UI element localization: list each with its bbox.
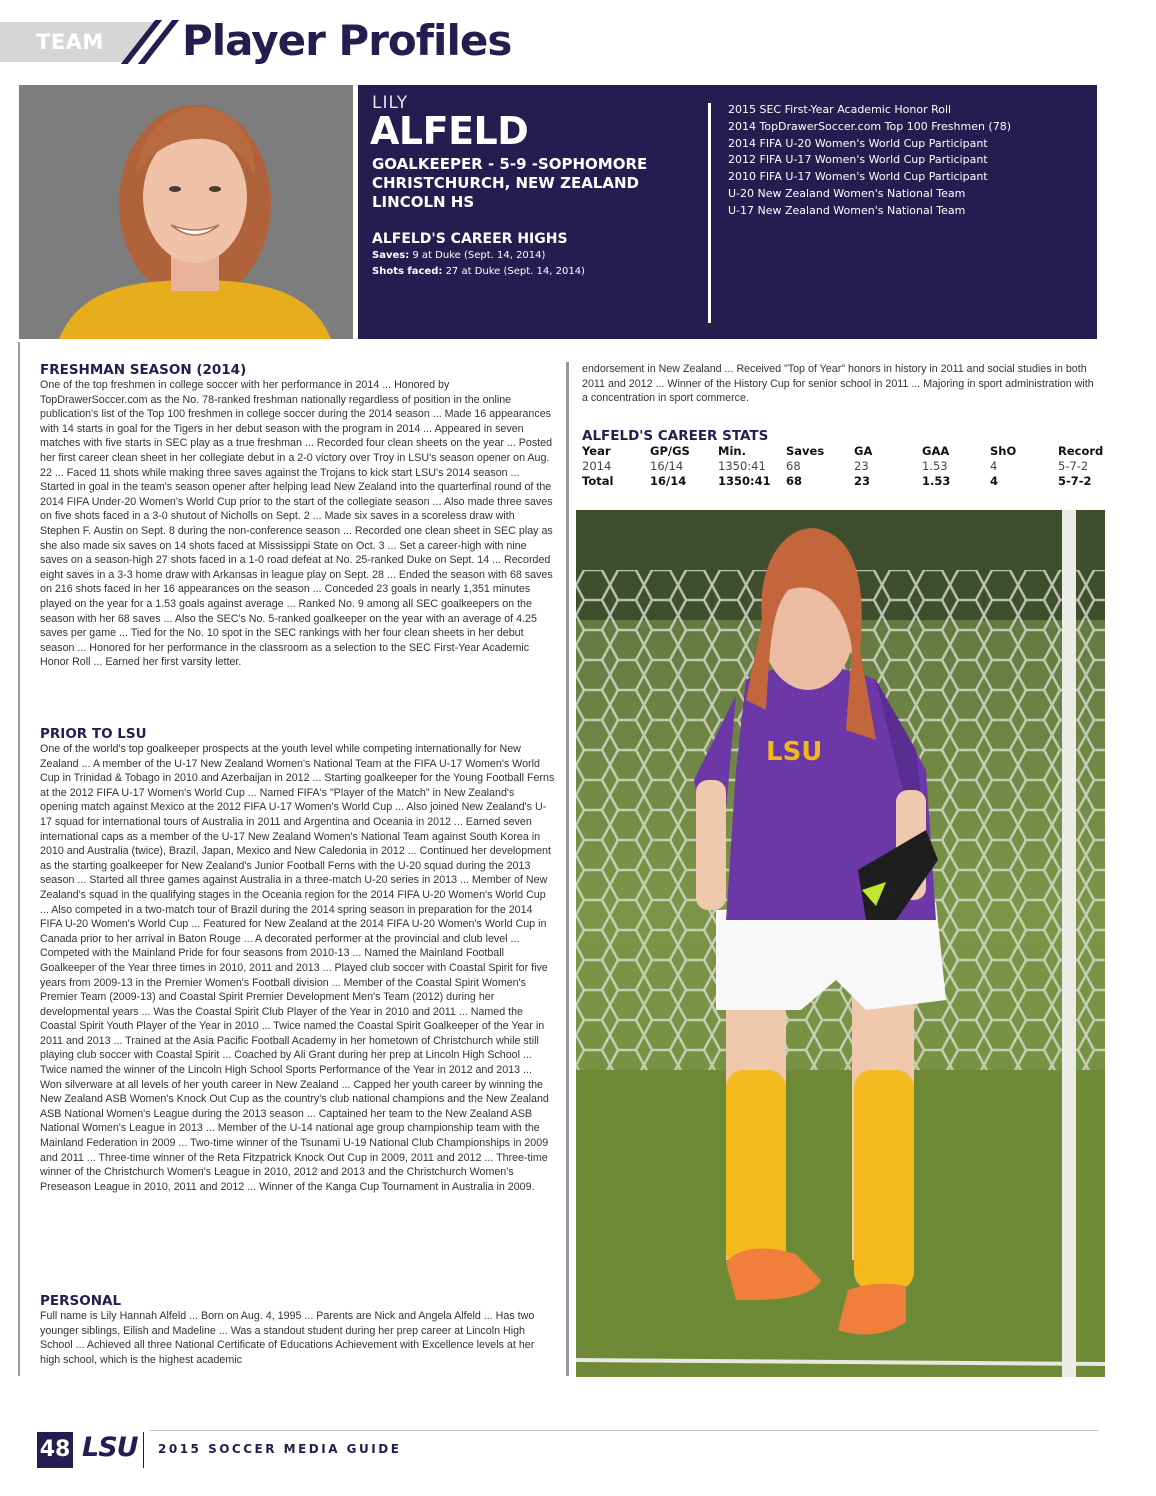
stats-cell: 2014: [582, 459, 612, 473]
career-stats-heading: ALFELD'S CAREER STATS: [582, 428, 769, 444]
stats-column-header: Record: [1058, 444, 1104, 458]
stats-cell: 5-7-2: [1058, 459, 1089, 473]
career-high-value: 9 at Duke (Sept. 14, 2014): [412, 250, 546, 261]
player-school-line: LINCOLN HS: [372, 193, 475, 211]
stats-column-header: Min.: [718, 444, 746, 458]
footer-rule: [150, 1430, 1098, 1431]
guide-title: 2015 SOCCER MEDIA GUIDE: [158, 1442, 402, 1456]
profile-panel: [358, 85, 1097, 339]
stats-row: [582, 459, 1104, 474]
honors-list: [728, 102, 1011, 220]
stats-cell: 4: [990, 459, 998, 473]
player-hometown-line: CHRISTCHURCH, NEW ZEALAND: [372, 174, 639, 192]
stats-cell: 4: [990, 474, 999, 488]
freshman-season-heading: FRESHMAN SEASON (2014): [40, 362, 247, 378]
honor-item: 2010 FIFA U-17 Women's World Cup Participant: [728, 170, 988, 184]
personal-text-continued: endorsement in New Zealand ... Received "Top of Year" honors in history in 2011 and social studies in both 2011 and 2012 ... Winner of the History Cup for senior school in 2011 ... Majoring in sport administration with a concentration in sport commerce.: [582, 363, 1094, 405]
stats-total-row: [582, 474, 1104, 489]
honor-item: U-20 New Zealand Women's National Team: [728, 186, 966, 200]
stats-cell: 1350:41: [718, 459, 766, 473]
stats-cell: 16/14: [650, 474, 687, 488]
stats-cell: 23: [854, 474, 871, 488]
stats-cell: 23: [854, 459, 869, 473]
stats-cell: 68: [786, 474, 803, 488]
honor-item: U-17 New Zealand Women's National Team: [728, 203, 966, 217]
player-position-line: GOALKEEPER - 5-9 -SOPHOMORE: [372, 155, 648, 173]
personal-heading: PERSONAL: [40, 1293, 122, 1309]
stats-cell: 68: [786, 459, 801, 473]
freshman-season-text: One of the top freshmen in college soccer with her performance in 2014 ... Honored by TopDrawerSoccer.com as the No. 78-ranked freshman nationally regardless of position in the online publication's list of the Top 100 freshmen in college soccer during the 2014 season ... Made 16 appearances with 14 starts in goal for the Tigers in her debut season with the program in 2014 ... Appeared in seven matches with five starts in SEC play as a true freshman ... Recorded four clean sheets on the year ... Posted her first career clean sheet in her collegiate debut in a 2-0 victory over Troy in LSU's season opener on Aug. 22 ... Faced 11 shots while making three saves against the Trojans to kick start LSU's 2014 season ... Started in goal in the team's season opener after helping lead New Zealand into the quarterfinal round of the 2014 FIFA Under-20 Women's World Cup prior to the start of the collegiate season ... Also made three saves on five shots faced in a 3-0 shutout of Nicholls on Sept. 2 ... Made six saves in a scoreless draw with Stephen F. Austin on Sept. 8 during the non-conference season ... Recorded one clean sheet in SEC play as she also made six saves on 14 shots faced at Mississippi State on Oct. 3 ... Set a career-high with nine saves on a season-high 27 shots faced in a 1-0 road defeat at No. 25-ranked Duke on Sept. 14 ... Recorded eight saves in a 3-3 home draw with Arkansas in league play on Sept. 28 ... Ended the season with 68 saves on 216 shots faced in her 16 appearances on the season ... Conceded 23 goals in nearly 1,351 minutes played on the year for a 1.53 goals against average ... Ranked No. 9 among all SEC goalkeepers on the season with her 68 saves ... Also the SEC's No. 5-ranked goalkeeper on the year with an average of 4.25 saves per game ... Tied for the No. 10 spot in the SEC rankings with her four clean sheets in her debut season ... Honored for her performance in the classroom as a selection to the SEC First-Year Academic Honor Roll ... Earned her first varsity letter.: [40, 379, 553, 669]
page-title: Player Profiles: [182, 16, 512, 65]
headshot-photo: [19, 85, 353, 339]
left-column-rule: [18, 342, 20, 1376]
stats-column-header: Saves: [786, 444, 825, 458]
career-high-label: Saves:: [372, 250, 410, 261]
stats-cell: Total: [582, 474, 614, 488]
honor-item: 2015 SEC First-Year Academic Honor Roll: [728, 103, 952, 116]
stats-header-row: [582, 444, 1104, 459]
stats-cell: 5-7-2: [1058, 474, 1092, 488]
footer-separator: [143, 1432, 144, 1468]
personal-text: Full name is Lily Hannah Alfeld ... Born on Aug. 4, 1995 ... Parents are Nick and Angela Alfeld ... Has two younger siblings, Eilish and Madeline ... Was a standout student during her prep career at Lincoln High School ... Achieved all three National Certificate of Educations Achievement with Excellence levels at her high school, which is the highest academic: [40, 1310, 535, 1366]
action-photo: [576, 510, 1105, 1377]
stats-cell: 1.53: [922, 474, 951, 488]
prior-to-lsu-heading: PRIOR TO LSU: [40, 726, 147, 742]
career-stats-table: [582, 444, 1104, 489]
player-first-name: LILY: [372, 93, 409, 113]
career-high-value: 27 at Duke (Sept. 14, 2014): [445, 266, 585, 277]
career-high-label: Shots faced:: [372, 266, 443, 277]
stats-cell: 1350:41: [718, 474, 771, 488]
stats-cell: 16/14: [650, 459, 684, 473]
section-label: TEAM: [36, 30, 104, 54]
stats-column-header: Year: [582, 444, 611, 458]
career-high-shots-faced: [372, 266, 585, 277]
lsu-logo: LSU: [82, 1432, 138, 1463]
stats-column-header: GP/GS: [650, 444, 690, 458]
page-number: 48: [37, 1432, 73, 1468]
honor-item: 2012 FIFA U-17 Women's World Cup Participant: [728, 153, 988, 167]
stats-column-header: ShO: [990, 444, 1017, 458]
player-last-name: ALFELD: [370, 109, 529, 153]
stats-column-header: GAA: [922, 444, 950, 458]
honor-item: 2014 FIFA U-20 Women's World Cup Participant: [728, 136, 988, 150]
honor-item: 2014 TopDrawerSoccer.com Top 100 Freshmen (78): [728, 119, 1012, 133]
stats-column-header: GA: [854, 444, 873, 458]
stats-cell: 1.53: [922, 459, 948, 473]
middle-column-rule: [566, 362, 569, 1376]
panel-divider: [708, 103, 711, 323]
career-highs-title: ALFELD'S CAREER HIGHS: [372, 231, 568, 247]
prior-to-lsu-text: One of the world's top goalkeeper prospects at the youth level while competing internationally for New Zealand ... A member of the U-17 New Zealand Women's National Team at the FIFA U-17 Women's World Cup in Trinidad & Tobago in 2010 and Azerbaijan in 2012 ... Starting goalkeeper for the Young Football Ferns at the 2012 FIFA U-17 Women's World Cup ... Named FIFA's "Player of the Match" in New Zealand's opening match against Mexico at the 2012 FIFA U-17 Women's World Cup ... Also joined New Zealand's U-17 squad for international tours of Australia in 2011 and Argentina and Oceania in 2012 ... Earned seven international caps as a member of the U-17 New Zealand Women's National Team against South Korea in 2010 and Australia (twice), Brazil, Japan, Mexico and New Caledonia in 2012 ... Continued her development as the starting goalkeeper for New Zealand's Junior Football Ferns with the U-20 squad during the 2013 season ... Started all three games against Australia in a three-match U-20 series in 2013 ... Member of New Zealand's squad in the qualifying stages in the Oceania region for the 2014 FIFA U-20 Women's World Cup ... Also competed in a two-match tour of Brazil during the 2014 spring season in preparation for the 2014 FIFA U-20 Women's World Cup ... Featured for New Zealand at the 2014 FIFA U-20 Women's World Cup in Canada prior to her arrival in Baton Rouge ... A decorated performer at the provincial and club level ... Competed with the Mainland Pride for four seasons from 2010-13 ... Named the Mainland Football Goalkeeper of the Year three times in 2010, 2011 and 2013 ... Played club soccer with Coastal Spirit for five years from 2009-13 in the Premier Women's Football division ... Member of the Coastal Spirit Women's Premier Team (2009-13) and Coastal Spirit Premier Development Men's Team (2012) during her developmental years ... Was the Coastal Spirit Club Player of the Year in 2010 and 2011 ... Named the Coastal Spirit Youth Player of the Year in 2010 ... Twice named the Coastal Spirit Goalkeeper of the Year in 2011 and 2013 ... Trained at the Asia Pacific Football Academy in her hometown of Christchurch while still playing club soccer with Coastal Spirit ... Coached by Ali Grant during her prep at Lincoln High School ... Twice named the winner of the Lincoln High School Sports Performance of the Year in 2012 and 2013 ... Won silverware at all levels of her youth career in New Zealand ... Capped her youth career by winning the New Zealand ASB Women's Knock Out Cup as the country's club national champions and the New Zealand ASB National Women's League during the 2013 season ... Captained her team to the New Zealand ASB National Women's League in 2013 ... Member of the U-14 national age group championship team with the Mainland Federation in 2009 ... Two-time winner of the Tsunami U-19 National Club Championships in 2009 and 2011 ... Three-time winner of the Reta Fitzpatrick Knock Out Cup in 2009, 2011 and 2012 ... Three-time winner of the Christchurch Women's League in 2010, 2012 and 2013 and the Christchurch Women's Preseason League in 2010, 2011 and 2012 ... Winner of the Kanga Cup Tournament in Australia in 2009.: [40, 743, 555, 1193]
career-high-saves: [372, 250, 545, 261]
shirt-lsu-text: LSU: [766, 737, 823, 767]
